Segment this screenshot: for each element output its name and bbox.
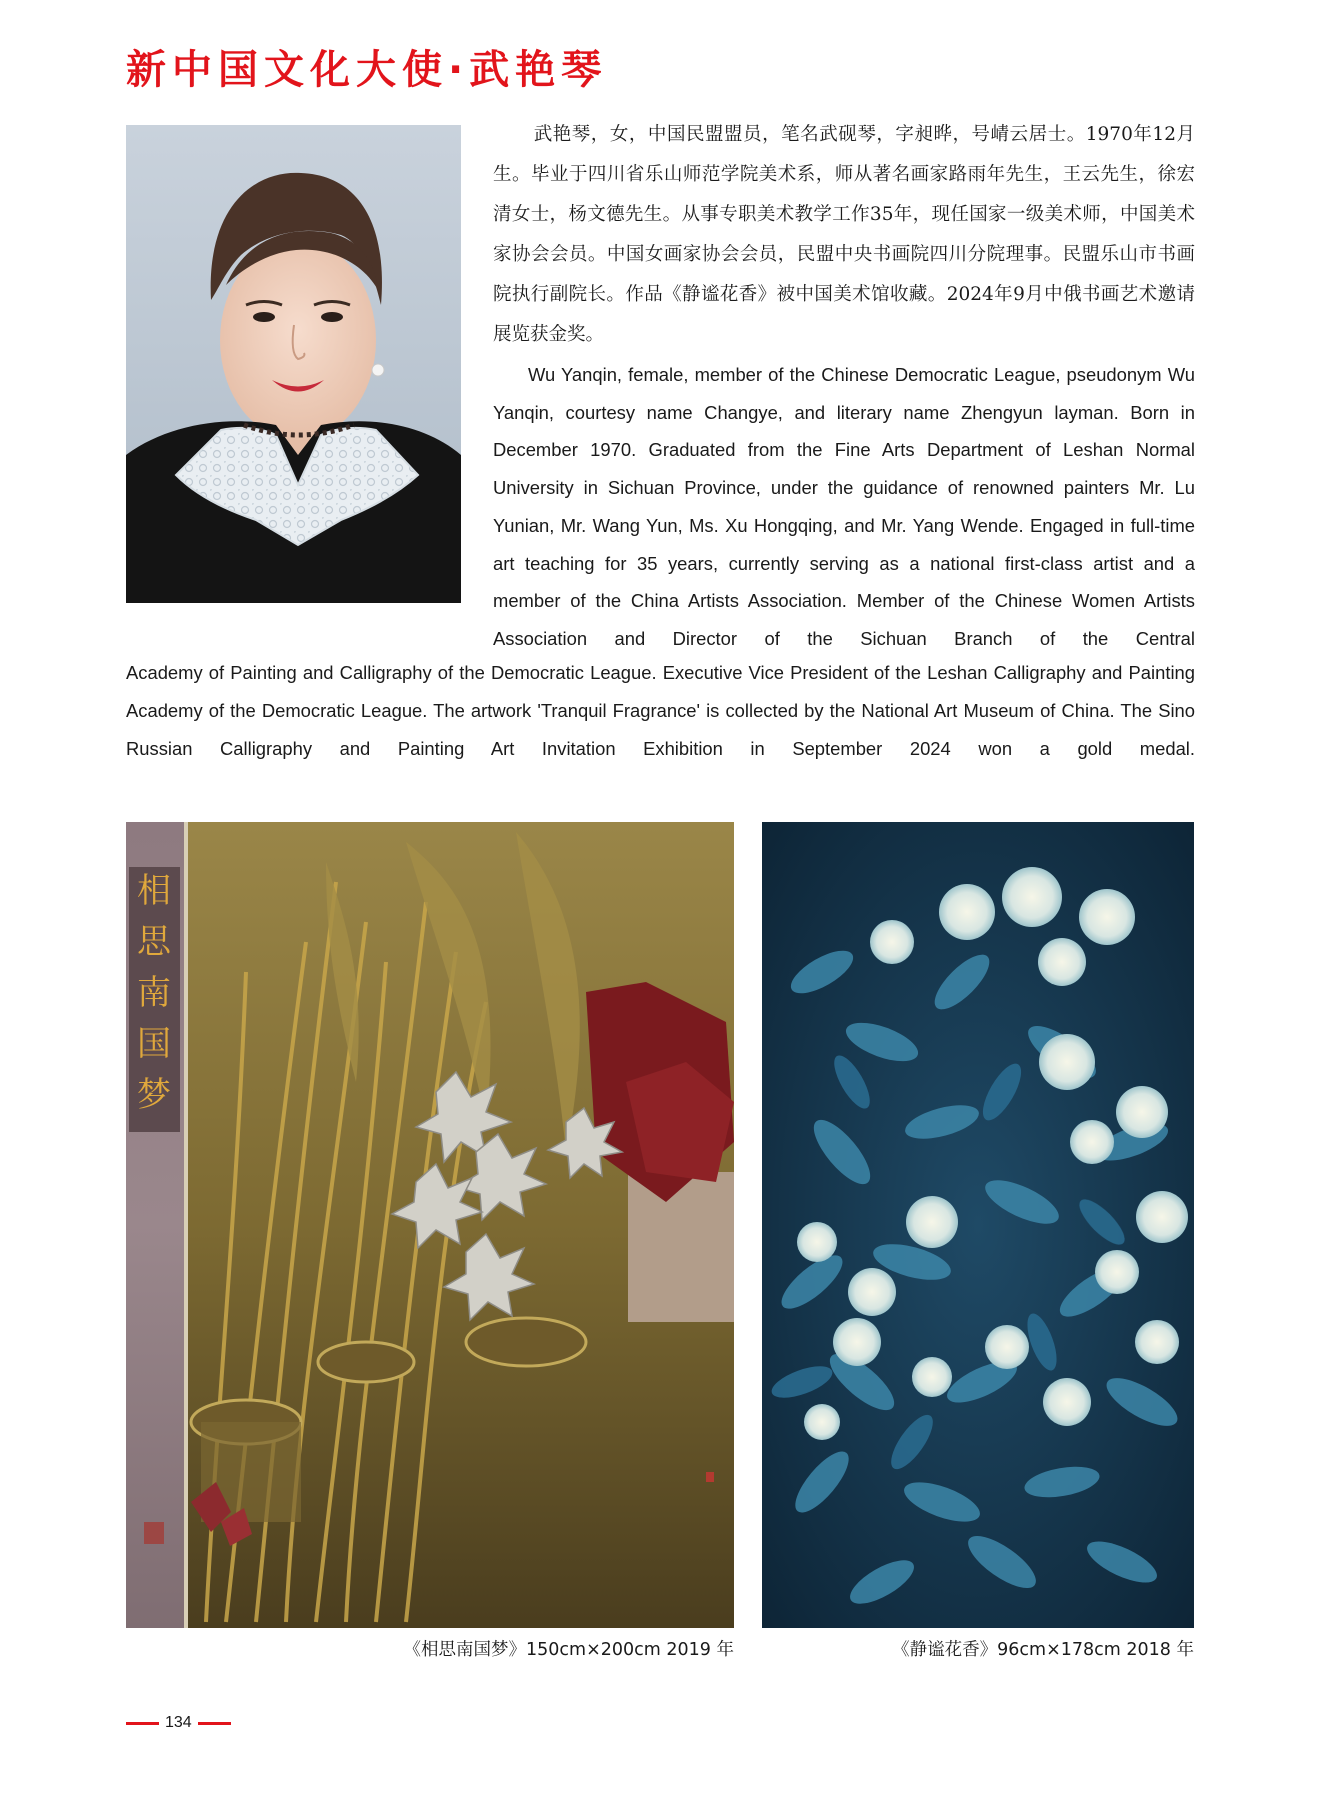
biography-english-part2: Academy of Painting and Calligraphy of the Democratic League. Executive Vice President of the Leshan Calligraphy and Painting Academy of the Democratic League. The artwork 'Tranquil Fragrance' is collected by the National Art Museum of China. The Sino Russian Calligraphy and Painting Art Invitation Exhibition in September 2024 won a gold medal. [126, 662, 1195, 759]
scroll-char-1: 相 [137, 871, 171, 911]
artwork-longing-southern-dream [126, 822, 734, 1628]
scroll-char-2: 思 [137, 922, 171, 962]
artwork-caption-2: 《静谧花香》96cm×178cm 2018 年 [892, 1640, 1194, 1660]
page-number-text: 134 [165, 1714, 192, 1731]
page-number-rule-left [126, 1722, 159, 1725]
scroll-char-3: 南 [137, 973, 171, 1013]
page-number-rule-right [198, 1722, 231, 1725]
artwork-tranquil-fragrance [762, 822, 1194, 1628]
page-number [126, 1714, 231, 1732]
biography-chinese: 武艳琴，女，中国民盟盟员，笔名武砚琴，字昶晔，号崝云居士。1970年12月生。毕业于四川省乐山师范学院美术系，师从著名画家路雨年先生，王云先生，徐宏清女士，杨文德先生。从事专职美术教学工作35年，现任国家一级美术师，中国美术家协会会员。中国女画家协会会员，民盟中央书画院四川分院理事。民盟乐山市书画院执行副院长。作品《静谧花香》被中国美术馆收藏。2024年9月中俄书画艺术邀请展览获金奖。 [493, 124, 1195, 345]
scroll-char-4: 国 [137, 1024, 171, 1064]
artist-portrait [126, 125, 461, 603]
page-title: 新中国文化大使·武艳琴 [126, 47, 608, 93]
artwork-caption-1: 《相思南国梦》150cm×200cm 2019 年 [403, 1640, 734, 1660]
scroll-char-5: 梦 [137, 1075, 171, 1115]
biography-english-part1: Wu Yanqin, female, member of the Chinese Democratic League, pseudonym Wu Yanqin, courtesy name Changye, and literary name Zhengyun layman. Born in December 1970. Graduated from the Fine Arts Department of Leshan Normal University in Sichuan Province, under the guidance of renowned painters Mr. Lu Yunian, Mr. Wang Yun, Ms. Xu Hongqing, and Mr. Yang Wende. Engaged in full-time art teaching for 35 years, currently serving as a national first-class artist and a member of the China Artists Association. Member of the Chinese Women Artists Association and Director of the Sichuan Branch of the Central [493, 364, 1195, 649]
